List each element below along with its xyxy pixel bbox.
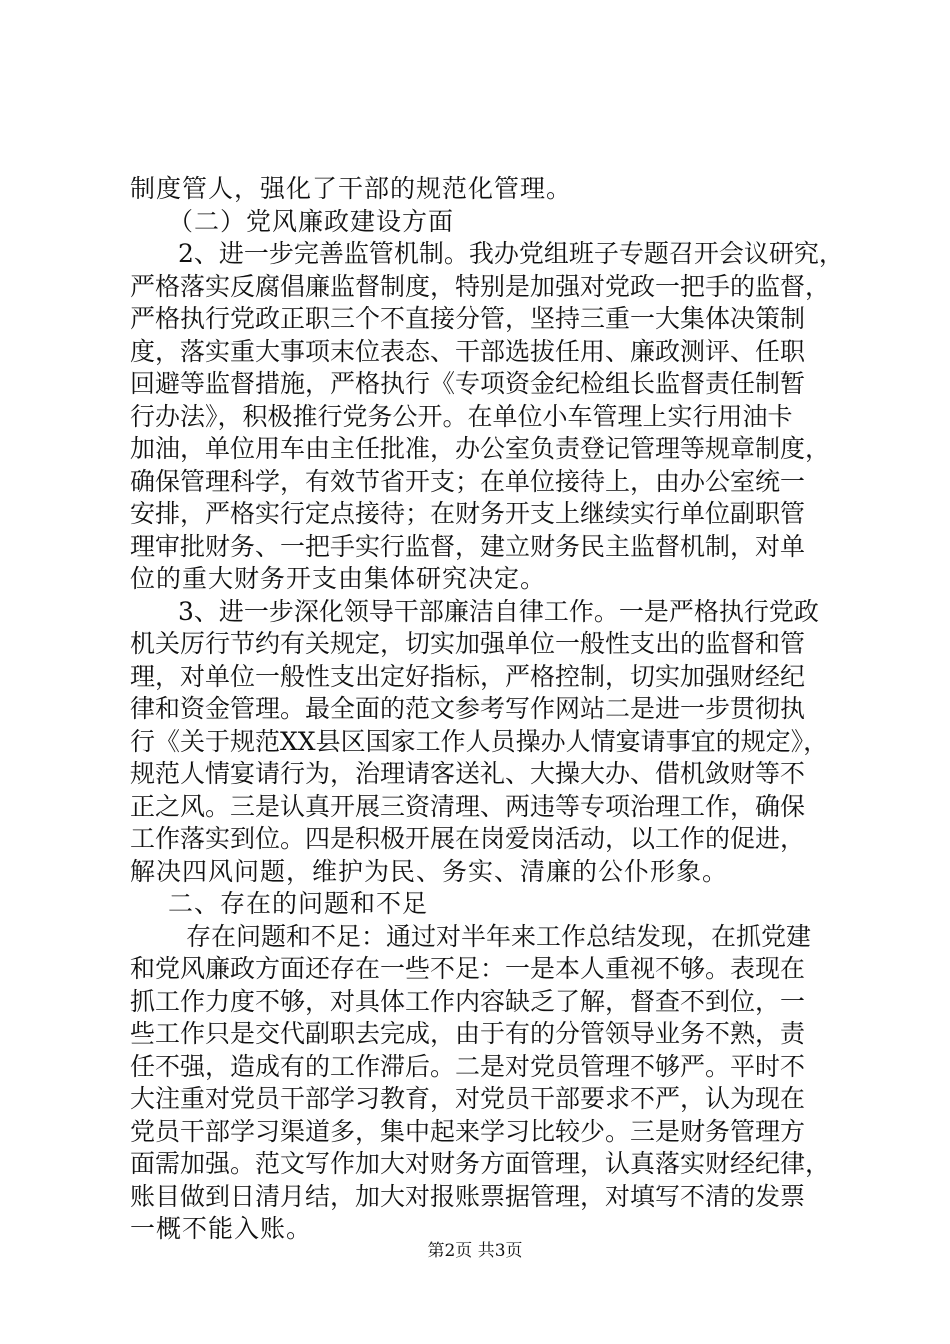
text-line: 制度管人，强化了干部的规范化管理。 (130, 174, 573, 203)
text-line: 严格落实反腐倡廉监督制度，特别是加强对党政一把手的监督， (130, 271, 831, 301)
text-line: 正之风。三是认真开展三资清理、两违等专项治理工作，确保 (130, 791, 806, 821)
text-line: 2、进一步完善监管机制。我办党组班子专题召开会议研究， (178, 239, 844, 268)
text-line: 规范人情宴请行为，治理请客送礼、大操大办、借机敛财等不 (130, 759, 806, 788)
text-line: 存在问题和不足：通过对半年来工作总结发现，在抓党建 (186, 921, 812, 951)
text-line: 严格执行党政正职三个不直接分管，坚持三重一大集体决策制 (130, 304, 806, 333)
text-line: 大注重对党员干部学习教育，对党员干部要求不严，认为现在 (130, 1084, 806, 1113)
text-line: 行办法》，积极推行党务公开。在单位小车管理上实行用油卡 (130, 401, 793, 431)
text-line: 面需加强。范文写作加大对财务方面管理，认真落实财经纪律， (130, 1149, 831, 1178)
text-line: 解决四风问题，维护为民、务实、清廉的公仆形象。 (130, 856, 729, 886)
text-line: 律和资金管理。最全面的范文参考写作网站二是进一步贯彻执 (130, 694, 806, 723)
text-line: （二）党风廉政建设方面 (168, 206, 455, 236)
document-body (130, 173, 852, 1246)
text-line: 和党风廉政方面还存在一些不足：一是本人重视不够。表现在 (130, 954, 806, 983)
text-line: 安排，严格实行定点接待；在财务开支上继续实行单位副职管 (130, 499, 806, 528)
text-line: 些工作只是交代副职去完成，由于有的分管领导业务不熟，责 (130, 1019, 806, 1048)
text-line: 二、存在的问题和不足 (168, 889, 429, 918)
text-line: 抓工作力度不够，对具体工作内容缺乏了解，督查不到位，一 (130, 986, 806, 1016)
text-line: 任不强，造成有的工作滞后。二是对党员管理不够严。平时不 (130, 1051, 806, 1081)
text-line: 账目做到日清月结，加大对报账票据管理，对填写不清的发票 (130, 1181, 806, 1211)
text-line: 机关厉行节约有关规定，切实加强单位一般性支出的监督和管 (130, 629, 806, 658)
text-line: 工作落实到位。四是积极开展在岗爱岗活动，以工作的促进， (130, 824, 806, 853)
text-line: 理审批财务、一把手实行监督，建立财务民主监督机制，对单 (130, 531, 806, 561)
text-line: 一概不能入账。 (130, 1214, 313, 1243)
text-line: 3、进一步深化领导干部廉洁自律工作。一是严格执行党政 (178, 596, 819, 626)
text-line: 党员干部学习渠道多，集中起来学习比较少。三是财务管理方 (130, 1116, 806, 1146)
text-line: 位的重大财务开支由集体研究决定。 (130, 564, 547, 593)
page-footer: 第2页 共3页 (427, 1241, 523, 1261)
text-line: 确保管理科学，有效节省开支；在单位接待上，由办公室统一 (130, 466, 806, 496)
text-line: 行《关于规范XX县区国家工作人员操办人情宴请事宜的规定》， (130, 726, 829, 756)
text-line: 理，对单位一般性支出定好指标，严格控制，切实加强财经纪 (130, 661, 806, 691)
text-line: 加油，单位用车由主任批准，办公室负责登记管理等规章制度， (130, 434, 831, 463)
text-line: 度，落实重大事项末位表态、干部选拔任用、廉政测评、任职 (130, 336, 806, 366)
text-line: 回避等监督措施，严格执行《专项资金纪检组长监督责任制暂 (130, 369, 806, 398)
